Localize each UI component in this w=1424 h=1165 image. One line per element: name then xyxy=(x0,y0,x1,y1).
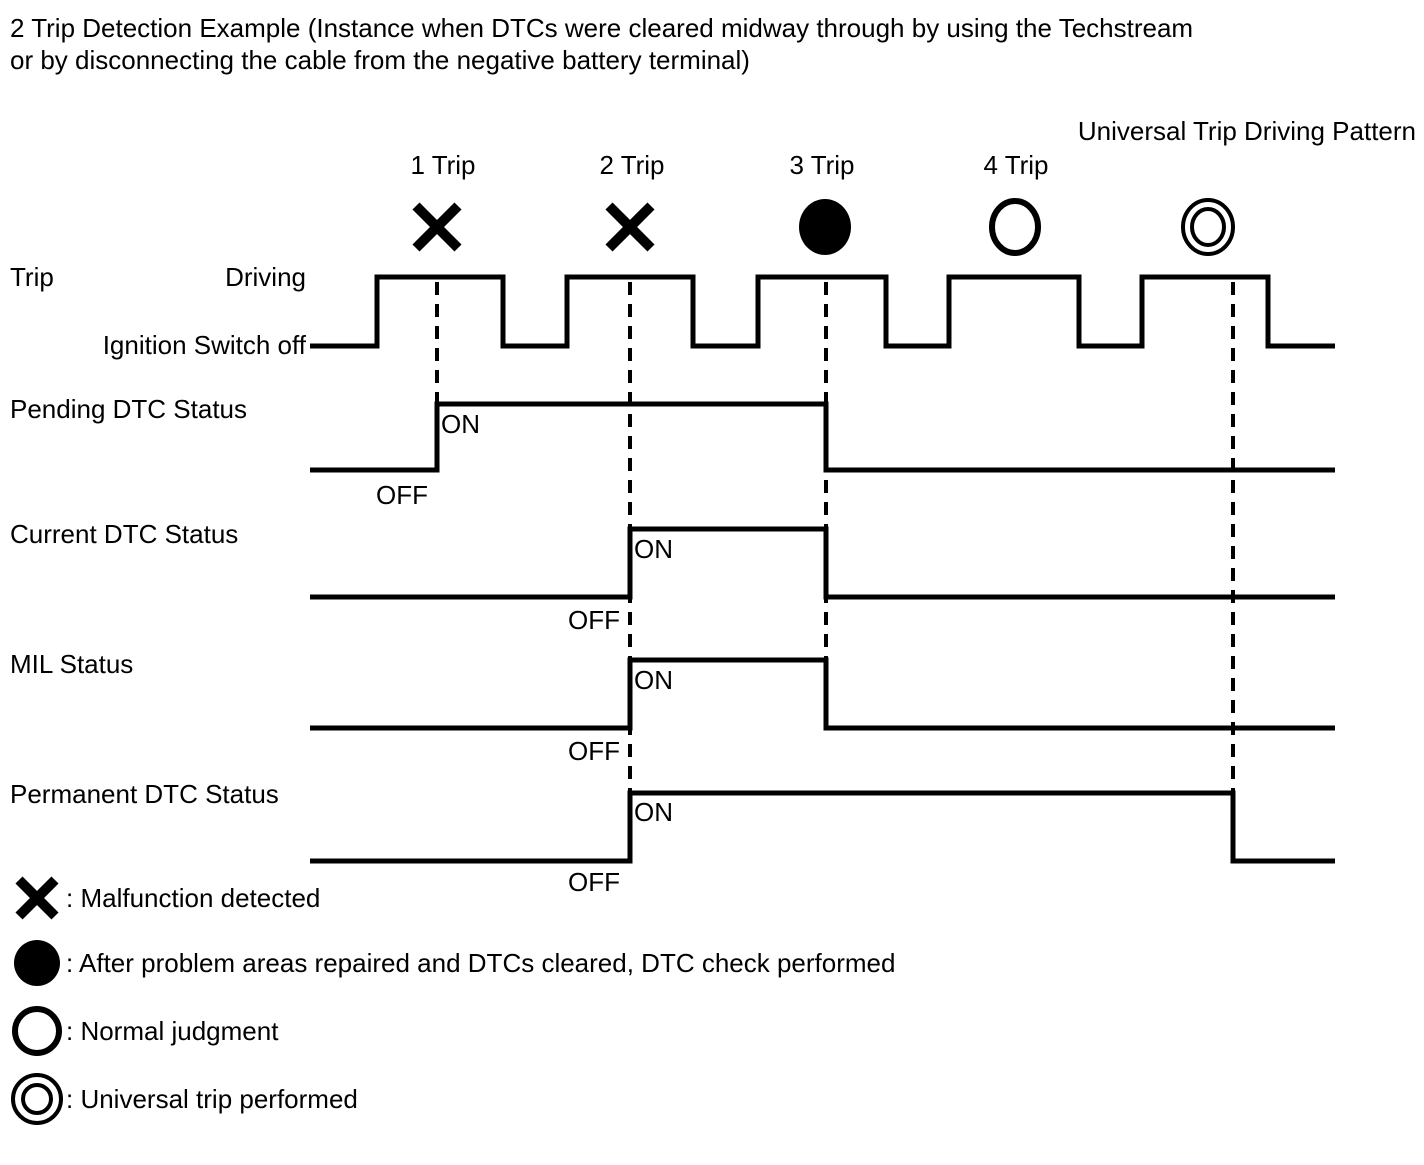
filled-circle-icon xyxy=(14,940,60,986)
trip-markers xyxy=(416,199,1233,255)
permanent-dtc-status-waveform xyxy=(310,793,1335,861)
trip-number-label: 3 Trip xyxy=(789,150,855,180)
permanent-dtc-status-off-label: OFF xyxy=(568,867,620,897)
title-line-2: or by disconnecting the cable from the negative battery terminal) xyxy=(10,45,750,75)
filled-circle-icon xyxy=(799,199,851,255)
driving-level-label: Driving xyxy=(225,262,306,292)
current-dtc-status-on-label: ON xyxy=(634,534,673,564)
trip-number-label: 2 Trip xyxy=(599,150,665,180)
pending-dtc-status-off-label: OFF xyxy=(376,480,428,510)
current-dtc-status-label: Current DTC Status xyxy=(10,519,239,549)
mil-status-waveform xyxy=(310,660,1335,728)
current-dtc-status-waveform xyxy=(310,529,1335,597)
title-line-1: 2 Trip Detection Example (Instance when DTCs were cleared midway through by using the Techstream xyxy=(10,13,1194,43)
mil-status-on-label: ON xyxy=(634,665,673,695)
trip-row-label: Trip xyxy=(10,262,54,292)
status-rows xyxy=(10,394,1335,897)
legend-label: : Universal trip performed xyxy=(66,1084,358,1114)
universal-trip-pattern-label: Universal Trip Driving Pattern xyxy=(1077,116,1416,146)
ignition-off-level-label: Ignition Switch off xyxy=(102,330,306,360)
current-dtc-status-off-label: OFF xyxy=(568,605,620,635)
trip-number-labels xyxy=(410,150,1048,180)
legend-label: : Malfunction detected xyxy=(66,883,321,913)
permanent-dtc-status-on-label: ON xyxy=(634,797,673,827)
mil-status-label: MIL Status xyxy=(10,649,134,679)
permanent-dtc-status-label: Permanent DTC Status xyxy=(10,779,279,809)
trip-number-label: 4 Trip xyxy=(983,150,1049,180)
waveforms xyxy=(310,277,1335,793)
open-circle-icon xyxy=(15,1009,59,1053)
mil-status-off-label: OFF xyxy=(568,736,620,766)
legend-label: : Normal judgment xyxy=(66,1016,279,1046)
double-circle-icon xyxy=(13,1075,61,1123)
legend-label: : After problem areas repaired and DTCs cleared, DTC check performed xyxy=(66,948,896,978)
open-circle-icon xyxy=(992,201,1038,253)
pending-dtc-status-on-label: ON xyxy=(441,409,480,439)
trip-number-label: 1 Trip xyxy=(410,150,476,180)
trip-waveform xyxy=(310,277,1335,346)
pending-dtc-status-label: Pending DTC Status xyxy=(10,394,248,424)
legend xyxy=(13,880,895,1123)
